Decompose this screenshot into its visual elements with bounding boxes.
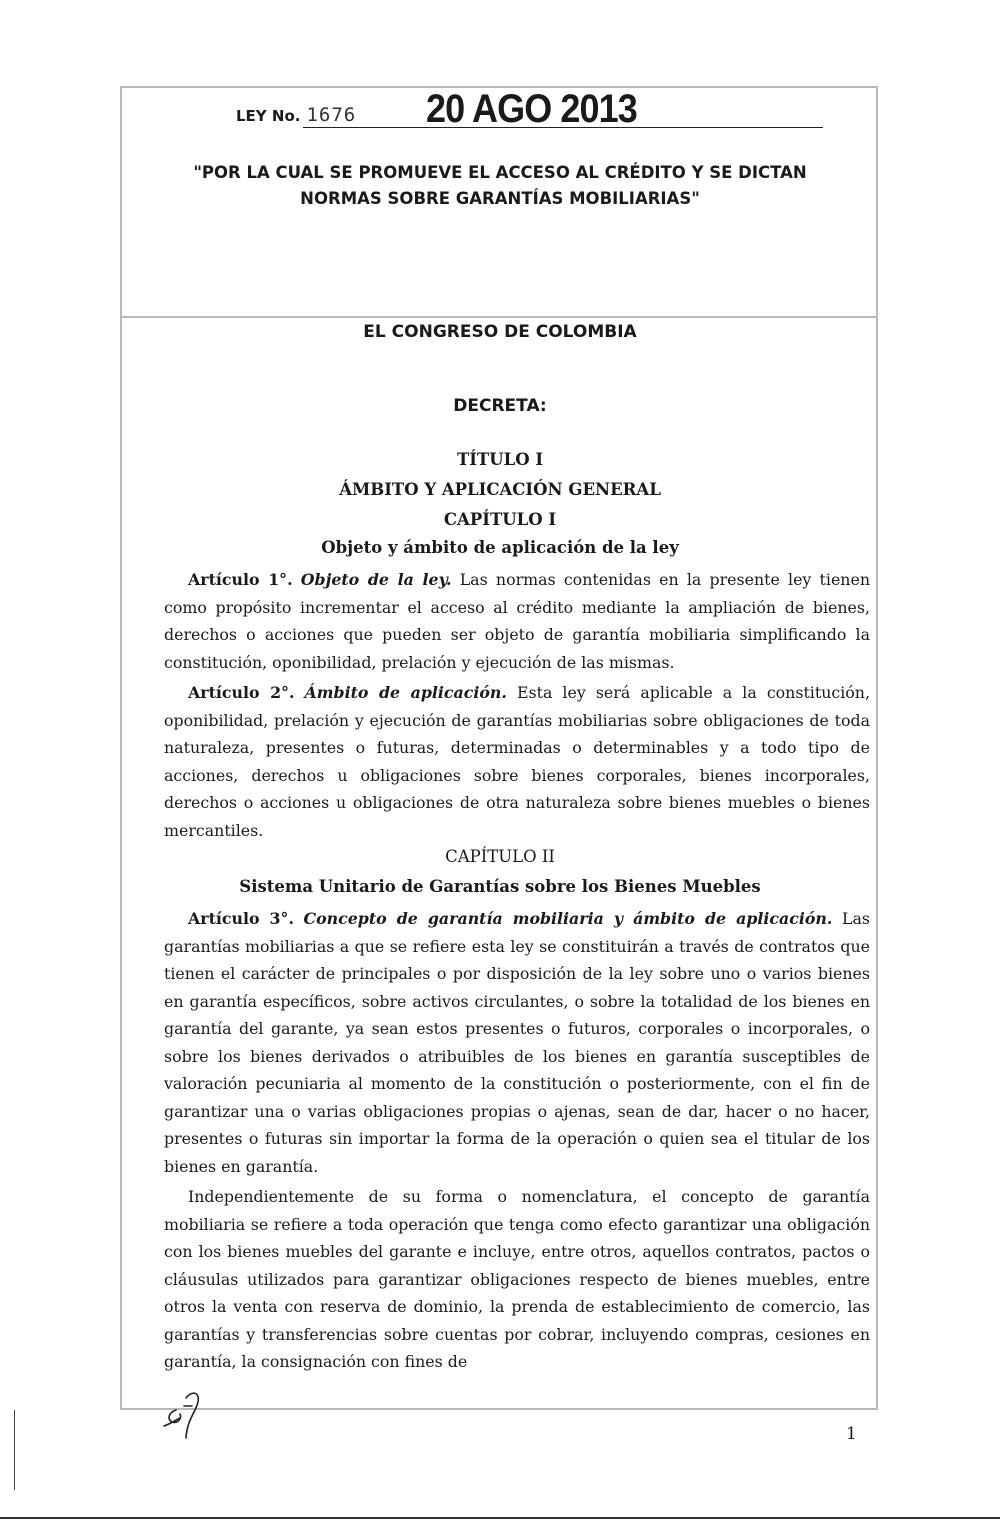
scan-bottom-line <box>0 1517 1000 1519</box>
frame-divider <box>120 316 878 318</box>
titulo-name: ÁMBITO Y APLICACIÓN GENERAL <box>339 480 661 499</box>
law-title-line2: NORMAS SOBRE GARANTÍAS MOBILIARIAS" <box>300 189 700 208</box>
page-number: 1 <box>846 1424 857 1444</box>
article-3 <box>164 905 870 1180</box>
article-2-label: Artículo 2°. <box>188 683 295 702</box>
article-2 <box>164 679 870 844</box>
capitulo1-name: Objeto y ámbito de aplicación de la ley <box>321 538 679 557</box>
article-3-text: Las garantías mobiliarias a que se refiere esta ley se constituirán a través de contratos que tienen el carácter de principales o por disposición de la ley sobre uno o varios bienes en garantía específicos, sobre activos circulantes, o sobre la totalidad de los bienes en garantía del garante, ya sean estos presentes o futuros, corporales o incorporales, o sobre los bienes derivados o atribuibles de los bienes en garantía susceptibles de valoración pecuniaria al momento de la constitución o posteriormente, con el fin de garantizar una o varias obligaciones propias o ajenas, sean de dar, hacer o no hacer, presentes o futuras sin importar la forma de la operación o quien sea el titular de los bienes en garantía. <box>164 909 870 1176</box>
law-title-line1: "POR LA CUAL SE PROMUEVE EL ACCESO AL CRÉDITO Y SE DICTAN <box>193 163 807 182</box>
article-3-paragraph-2 <box>164 1183 870 1376</box>
law-title <box>140 160 860 212</box>
article-1-text: Las normas contenidas en la presente ley tienen como propósito incrementar el acceso al crédito mediante la ampliación de bienes, derechos o acciones que pueden ser objeto de garantía mobiliaria simplificando la constitución, oponibilidad, prelación y ejecución de las mismas. <box>164 570 870 672</box>
capitulo2-name: Sistema Unitario de Garantías sobre los Bienes Muebles <box>239 877 761 896</box>
article-1-label: Artículo 1°. <box>188 570 293 589</box>
ley-number: 1676 <box>306 104 357 126</box>
capitulo2-heading: CAPÍTULO II <box>445 847 555 866</box>
decreta-heading: DECRETA: <box>453 396 547 416</box>
article-3-label: Artículo 3°. <box>188 909 294 928</box>
article-2-title: Ámbito de aplicación. <box>304 683 507 702</box>
congress-heading: EL CONGRESO DE COLOMBIA <box>363 322 637 342</box>
scan-margin-line <box>14 1410 15 1490</box>
ley-label: LEY No. <box>236 107 301 125</box>
article-2-text: Esta ley será aplicable a la constitución, oponibilidad, prelación y ejecución de garantías mobiliarias sobre obligaciones de toda naturaleza, presentes o futuras, determinadas o determinables y a todo tipo de acciones, derechos u obligaciones sobre bienes corporales, bienes incorporales, derechos o acciones u obligaciones de otra naturaleza sobre bienes muebles o bienes mercantiles. <box>164 683 870 840</box>
law-header <box>236 87 661 131</box>
capitulo1-heading: CAPÍTULO I <box>443 510 557 529</box>
handwritten-initials <box>156 1388 216 1440</box>
ley-date-stamp: 20 AGO 2013 <box>426 87 638 131</box>
titulo-heading: TÍTULO I <box>456 450 544 469</box>
article-3-paragraph-2-text: Independientemente de su forma o nomenclatura, el concepto de garantía mobiliaria se refiere a toda operación que tenga como efecto garantizar una obligación con los bienes muebles del garante e incluye, entre otros, aquellos contratos, pactos o cláusulas utilizados para garantizar obligaciones respecto de bienes muebles, entre otros la venta con reserva de dominio, la prenda de establecimiento de comercio, las garantías y transferencias sobre cuentas por cobrar, incluyendo compras, cesiones en garantía, la consignación con fines de <box>164 1187 870 1371</box>
header-underline <box>303 127 823 128</box>
article-1-title: Objeto de la ley. <box>300 570 452 589</box>
article-1 <box>164 566 870 676</box>
article-3-title: Concepto de garantía mobiliaria y ámbito de aplicación. <box>303 909 833 928</box>
